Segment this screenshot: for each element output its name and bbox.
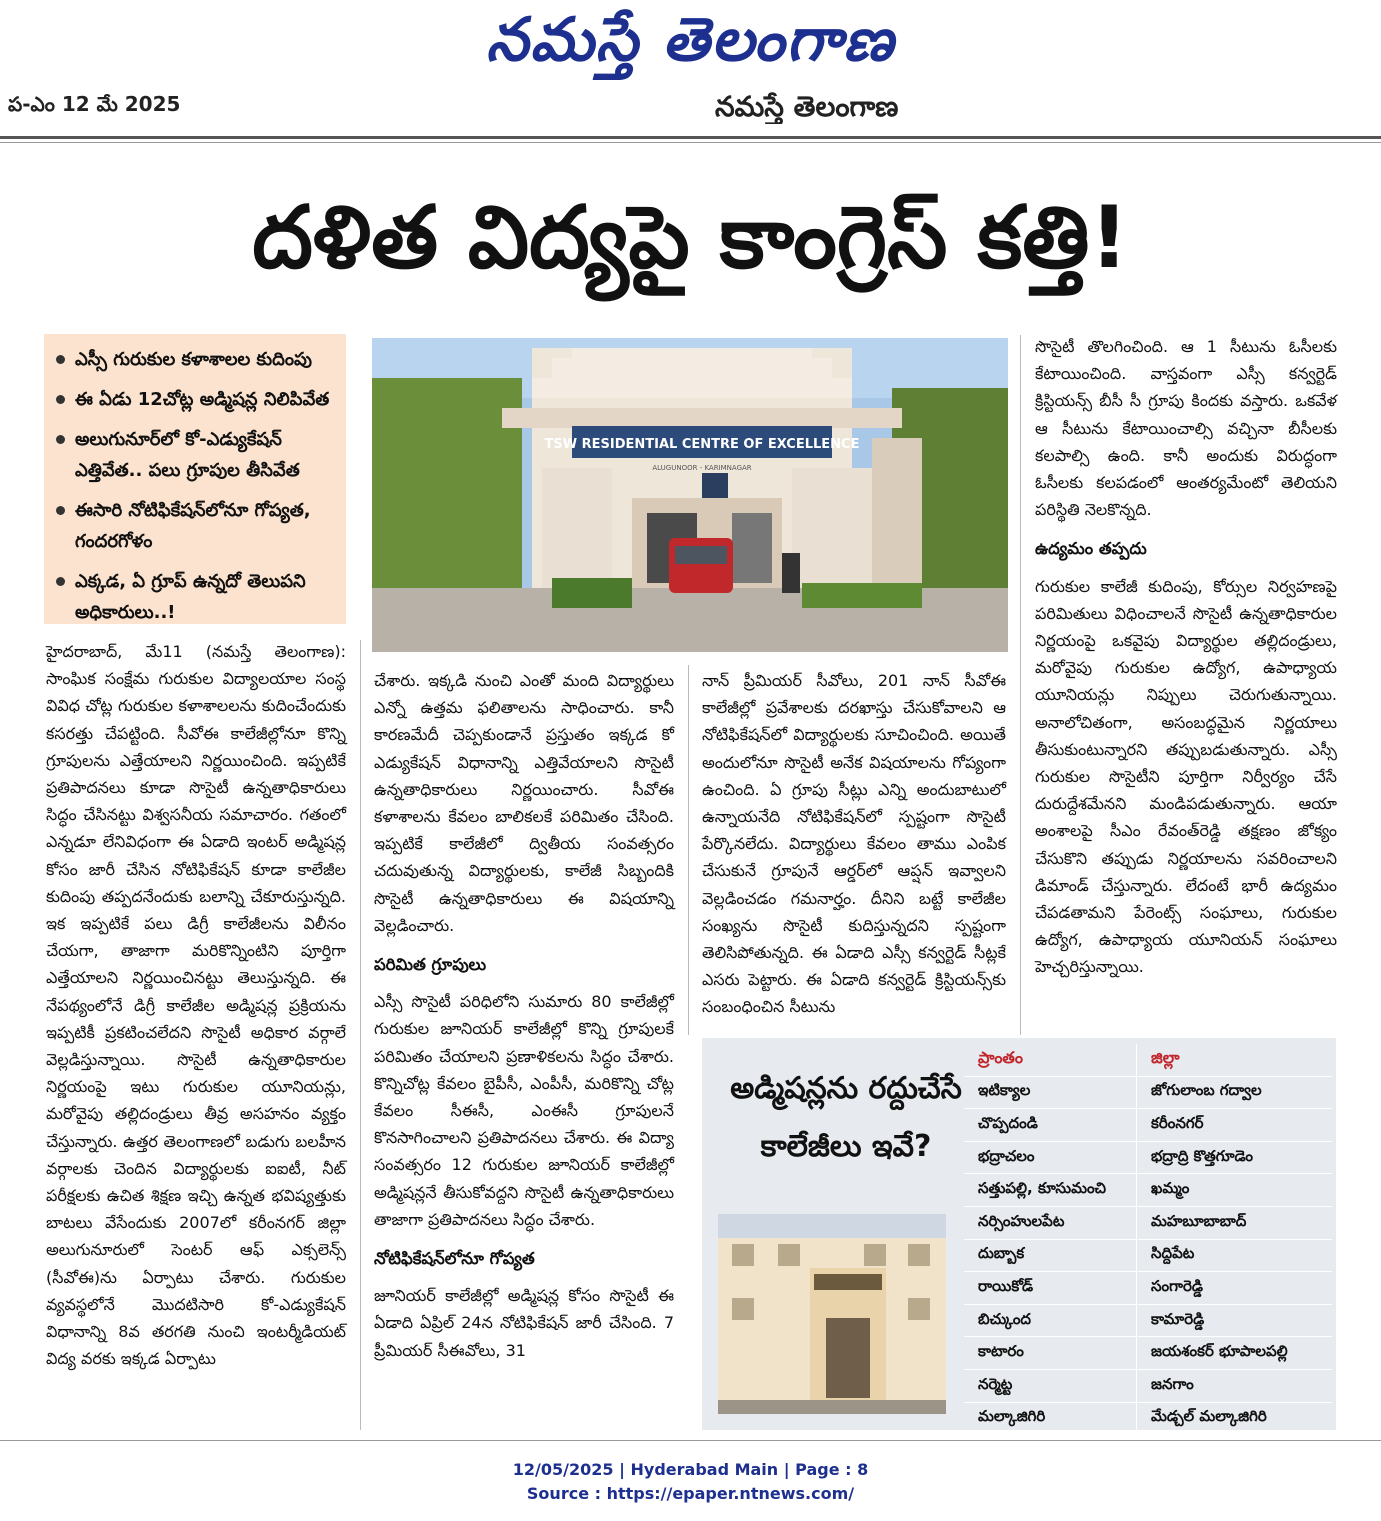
paragraph: గురుకుల కాలేజీ కుదింపు, కోర్సుల నిర్వహణపై పరిమితులు విధించాలనే సొసైటీ ఉన్నతాధికారుల నిర్ణయంపై ఒకవైపు విద్యార్థుల తల్లిదండ్రులు, మరోవైపు గురుకుల ఉద్యోగ, ఉపాధ్యాయ యూనియన్లు నిప్పులు చెరుగుతున్నాయి. అనాలోచితంగా, అసంబద్ధమైన నిర్ణయాలు తీసుకుంటున్నారని తప్పుబడుతున్నారు. ఎస్సీ గురుకుల సొసైటీని పూర్తిగా నిర్వీర్యం చేసే దురుద్దేశమేనని మండిపడుతున్నారు. ఆయా అంశాలపై సీఎం రేవంత్‌రెడ్డి తక్షణం జోక్యం చేసుకొని తప్పుడు నిర్ణయాలను సవరించాలని డిమాండ్ చేస్తున్నారు. లేదంటే భారీ ఉద్యమం చేపడతామని పేరెంట్స్ సంఘాలు, గురుకుల ఉద్యోగ, ఉపాధ్యాయ యూనియన్ సంఘాలు హెచ్చరిస్తున్నాయి. xyxy=(1035,576,1337,977)
colleges-table xyxy=(964,1044,1332,1435)
column-divider xyxy=(360,640,361,1430)
article-column-1 xyxy=(46,638,346,1372)
highlight-item: అలుగునూర్‌లో కో-ఎడ్యుకేషన్ ఎత్తివేత.. పలు గ్రూపుల తీసివేత xyxy=(56,424,336,486)
footer-source: Source : https://epaper.ntnews.com/ xyxy=(526,1484,855,1503)
cell-district: సంగారెడ్డి xyxy=(1137,1272,1333,1305)
cell-district: కరీంనగర్ xyxy=(1137,1109,1333,1142)
highlight-item: ఎక్కడ, ఏ గ్రూప్ ఉన్నదో తెలుపని అధికారులు..! xyxy=(56,566,336,628)
box-question-heading: అడ్మిషన్లను రద్దుచేసే కాలేజీలు ఇవే? xyxy=(730,1071,962,1164)
table-row xyxy=(964,1174,1332,1207)
college-building-photo xyxy=(372,338,1008,652)
cell-region: నర్సింహులపేట xyxy=(964,1206,1137,1239)
subheading: ఉద్యమం తప్పదు xyxy=(1035,539,1147,559)
paragraph: ఎస్సీ సొసైటీ పరిధిలోని సుమారు 80 కాలేజీల్లో గురుకుల జూనియర్ కాలేజీల్లో కొన్ని గ్రూపులకే పరిమితం చేయాలని ప్రణాళికలను సిద్ధం చేశారు. కొన్నిచోట్ల కేవలం బైపీసీ, ఎంపీసీ, మరికొన్ని చోట్ల కేవలం సీఈసీ, ఎంఈసీ గ్రూపులనే కొనసాగించాలని ప్రతిపాదనలు చేశారు. ఈ విద్యా సంవత్సరం 12 గురుకుల జూనియర్ కాలేజీల్లో అడ్మిషన్లనే తీసుకోవద్దని సొసైటీ ఉన్నతాధికారులు తాజాగా ప్రతిపాదనలు సిద్ధం చేశారు. xyxy=(374,992,674,1229)
paragraph: చేశారు. ఇక్కడి నుంచి ఎంతో మంది విద్యార్థులు ఎన్నో ఉత్తమ ఫలితాలను సాధించారు. కానీ కారణమేదీ చెప్పకుండానే ప్రస్తుతం ఇక్కడ కో ఎడ్యుకేషన్ విధానాన్ని ఎత్తివేయాలని సొసైటీ ఉన్నతాధికారులు నిర్ణయించారు. సీవోఈ కళాశాలను కేవలం బాలికలకే పరిమితం చేసింది. ఇప్పటికే కాలేజీలో ద్వితీయ సంవత్సరం చదువుతున్న విద్యార్థులకు, కాలేజీ సిబ్బందికి సొసైటీ ఉన్నతాధికారులు ఈ విషయాన్ని వెల్లడించారు. xyxy=(374,671,674,935)
cell-district: ఖమ్మం xyxy=(1137,1174,1333,1207)
divider xyxy=(0,142,1381,143)
footer-page-info: 12/05/2025 | Hyderabad Main | Page : 8 xyxy=(512,1460,869,1479)
cell-region: కాటారం xyxy=(964,1337,1137,1370)
article-column-3 xyxy=(702,667,1006,1021)
headline: దళిత విద్యపై కాంగ్రెస్ కత్తి! xyxy=(252,188,1129,288)
cell-region: చొప్పదండి xyxy=(964,1109,1137,1142)
table-row xyxy=(964,1109,1332,1142)
article-column-4 xyxy=(1035,333,1337,981)
bullet-icon xyxy=(56,435,65,444)
cell-district: కామారెడ్డి xyxy=(1137,1304,1333,1337)
cell-region: సత్తుపల్లి, కూసుమంచి xyxy=(964,1174,1137,1207)
masthead xyxy=(0,0,1381,80)
paragraph: హైదరాబాద్, మే11 (నమస్తే తెలంగాణ): సాంఘిక సంక్షేమ గురుకుల విద్యాలయాల సంస్థ వివిధ చోట్ల గురుకుల కళాశాలలను కుదించేందుకు కసరత్తు చేపట్టింది. సీవోఈ కాలేజీల్లోనూ కొన్ని గ్రూపులను ఎత్తేయాలని నిర్ణయించింది. ఇప్పటికే ప్రతిపాదనలు కూడా సొసైటీ ఉన్నతాధికారులు సిద్ధం చేసినట్టు విశ్వసనీయ సమాచారం. గతంలో ఎన్నడూ లేనివిధంగా ఈ ఏడాది ఇంటర్ అడ్మిషన్ల కోసం జారీ చేసిన నోటిఫికేషన్ కూడా కాలేజీల కుదింపు తప్పదనేందుకు బలాన్ని చేకూరుస్తున్నది. ఇక ఇప్పటికే పలు డిగ్రీ కాలేజీలను విలీనం చేయగా, తాజాగా మరికొన్నింటిని పూర్తిగా ఎత్తేయాలని నిర్ణయించినట్టు తెలుస్తున్నది. ఈ నేపథ్యంలోనే డిగ్రీ కాలేజీల అడ్మిషన్ల ప్రక్రియను ఇప్పటికీ ప్రకటించలేదని సొసైటీ అధికార వర్గాలే వెల్లడిస్తున్నాయి. సొసైటీ ఉన్నతాధికారుల నిర్ణయంపై ఇటు గురుకుల యూనియన్లు, మరోవైపు తల్లిదండ్రులు తీవ్ర అసహనం వ్యక్తం చేస్తున్నారు. ఉత్తర తెలంగాణలో బడుగు బలహీన వర్గాలకు చెందిన విద్యార్థులకు ఐఐటీ, నీట్ పరీక్షలకు ఉచిత శిక్షణ ఇచ్చి ఉన్నత భవిష్యత్తుకు బాటలు వేసేందుకు 2007లో కరీంనగర్ జిల్లా అలుగునూరులో సెంటర్ ఆఫ్ ఎక్సలెన్స్ (సీవోఈ)ను ఏర్పాటు చేశారు. గురుకుల వ్యవస్థలోనే మొదటిసారి కో-ఎడ్యుకేషన్ విధానాన్ని 8వ తరగతి నుంచి ఇంటర్మీడియట్ విద్య వరకు ఇక్కడ ఏర్పాటు xyxy=(46,642,346,1369)
cell-district: సిద్దిపేట xyxy=(1137,1239,1333,1272)
college-building-thumbnail xyxy=(718,1214,946,1414)
bullet-icon xyxy=(56,506,65,515)
bullet-icon xyxy=(56,395,65,404)
table-row xyxy=(964,1206,1332,1239)
paragraph: నాన్ ప్రీమియర్ సీవోలు, 201 నాన్ సీవోఈ కాలేజీల్లో ప్రవేశాలకు దరఖాస్తు చేసుకోవాలని ఆ నోటిఫికేషన్‌లో విద్యార్థులకు సూచించింది. అయితే అందులోనూ సొసైటీ అనేక విషయాలను గోప్యంగా ఉంచింది. ఏ గ్రూపు సీట్లు ఎన్ని అందుబాటులో ఉన్నాయనేది నోటిఫికేషన్‌లో స్పష్టంగా సొసైటీ పేర్కొనలేదు. విద్యార్థులు కేవలం తాము ఎంపిక చేసుకునే గ్రూపునే ఆర్డర్‌లో ఆప్షన్ ఇవ్వాలని వెల్లడించడం గమనార్హం. దీనిని బట్టే కాలేజీల సంఖ్యను సొసైటీ కుదిస్తున్నదని స్పష్టంగా తెలిసిపోతున్నది. ఈ ఏడాది ఎస్సీ కన్వర్టెడ్ సీట్లకే ఎసరు పెట్టారు. ఈ ఏడాది కన్వర్టెడ్ క్రిస్టియన్స్‌కు సంబంధించిన సీటును xyxy=(702,671,1006,1017)
newspaper-logo: నమస్తే తెలంగాణ xyxy=(485,5,896,75)
column-divider xyxy=(688,665,689,1035)
table-row xyxy=(964,1304,1332,1337)
table-row xyxy=(964,1076,1332,1109)
highlight-item: ఎస్సీ గురుకుల కళాశాలల కుదింపు xyxy=(56,344,336,375)
cell-region: రాయికోడ్ xyxy=(964,1272,1137,1305)
cell-district: మేడ్చల్ మల్కాజిగిరి xyxy=(1137,1402,1333,1435)
highlight-item: ఈ ఏడు 12చోట్ల అడ్మిషన్ల నిలిపివేత xyxy=(56,384,336,415)
header-district: జిల్లా xyxy=(1137,1044,1333,1076)
cell-region: దుబ్బాక xyxy=(964,1239,1137,1272)
cell-region: మల్కాజిగిరి xyxy=(964,1402,1137,1435)
divider xyxy=(0,1440,1381,1441)
building-subsign-text: ALUGUNOOR - KARIMNAGAR xyxy=(652,464,752,472)
cell-district: జయశంకర్ భూపాలపల్లి xyxy=(1137,1337,1333,1370)
table-row xyxy=(964,1272,1332,1305)
cell-district: జోగులాంబ గద్వాల xyxy=(1137,1076,1333,1109)
table-row xyxy=(964,1141,1332,1174)
article-column-2 xyxy=(374,667,674,1364)
highlights-box xyxy=(44,334,346,624)
cell-district: జనగాం xyxy=(1137,1369,1333,1402)
cell-region: నర్మెట్ట xyxy=(964,1369,1137,1402)
subheading: పరిమిత గ్రూపులు xyxy=(374,955,487,975)
cell-district: భద్రాద్రి కొత్తగూడెం xyxy=(1137,1141,1333,1174)
paragraph: జూనియర్ కాలేజీల్లో అడ్మిషన్ల కోసం సొసైటీ ఈ ఏడాది ఏప్రిల్ 24న నోటిఫికేషన్ జారీ చేసింది. 7 ప్రీమియర్ సీఈవోలు, 31 xyxy=(374,1286,674,1360)
subheading: నోటిఫికేషన్‌లోనూ గోప్యత xyxy=(374,1249,535,1269)
bullet-icon xyxy=(56,355,65,364)
colleges-info-box xyxy=(702,1038,1336,1430)
table-row xyxy=(964,1239,1332,1272)
building-sign-text: TSW RESIDENTIAL CENTRE OF EXCELLENCE xyxy=(544,437,860,452)
table-row xyxy=(964,1402,1332,1435)
divider xyxy=(0,136,1381,139)
highlight-item: ఈసారి నోటిఫికేషన్‌లోనూ గోప్యత, గందరగోళం xyxy=(56,495,336,557)
cut-date-text: ప-ఎం 12 మే 2025 xyxy=(8,92,181,116)
cell-region: ఇటిక్యాల xyxy=(964,1076,1137,1109)
cut-header-line xyxy=(0,88,1381,124)
cell-district: మహబూబాబాద్ xyxy=(1137,1206,1333,1239)
cell-region: బిచ్కుంద xyxy=(964,1304,1137,1337)
table-header-row xyxy=(964,1044,1332,1076)
paragraph: సొసైటీ తొలగించింది. ఆ 1 సీటును ఓసీలకు కేటాయించింది. వాస్తవంగా ఎస్సీ కన్వర్టెడ్ క్రిస్టియన్స్ బీసీ సీ గ్రూపు కిందకు వస్తారు. ఒకవేళ ఆ సీటును కేటాయించాల్సి వచ్చినా బీసీలకు కలపాల్సి ఉంది. కానీ అందుకు విరుద్ధంగా ఓసీలకు కలపడంలో ఆంతర్యమేంటో తెలియని పరిస్థితి నెలకొన్నది. xyxy=(1035,337,1337,520)
bullet-icon xyxy=(56,577,65,586)
cell-region: భద్రాచలం xyxy=(964,1141,1137,1174)
column-divider xyxy=(1020,335,1021,1035)
cut-masthead-text: నమస్తే తెలంగాణ xyxy=(715,90,899,123)
header-region: ప్రాంతం xyxy=(964,1044,1137,1076)
table-row xyxy=(964,1337,1332,1370)
table-row xyxy=(964,1369,1332,1402)
